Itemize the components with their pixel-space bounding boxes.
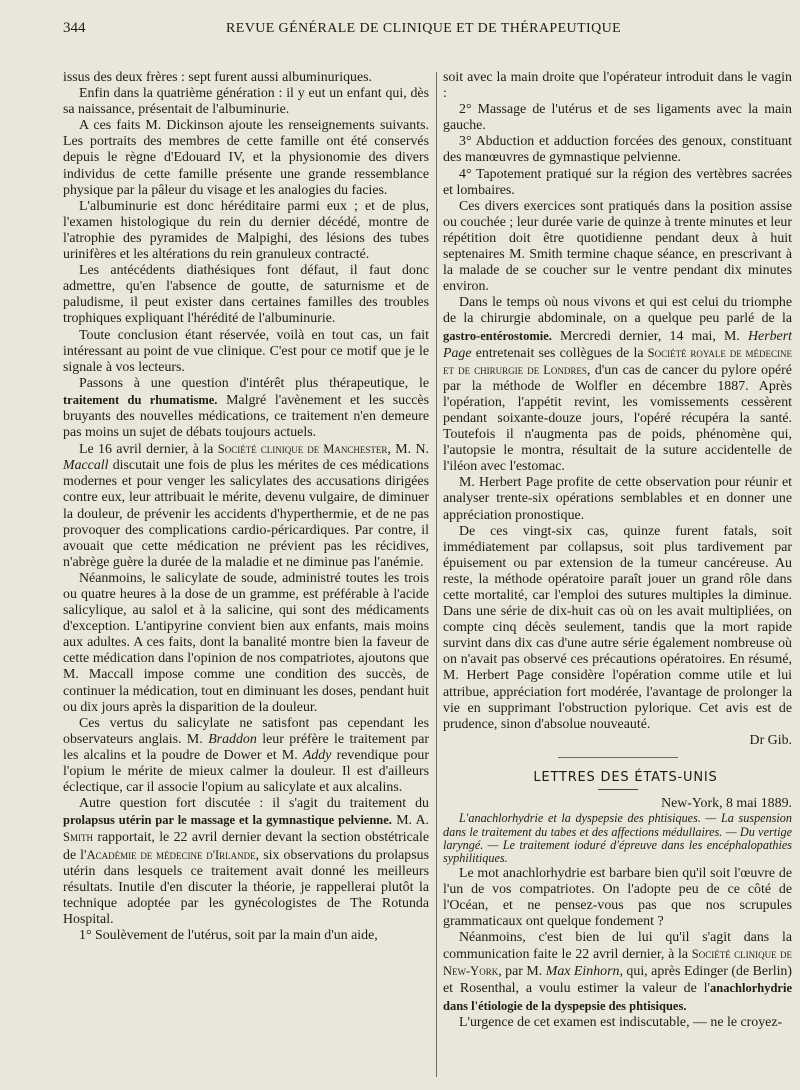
paragraph: 2° Massage de l'utérus et de ses ligaments avec la main gauche. [443, 102, 792, 134]
text: , qui, après Edinger (de Berlin) et Rosenthal, a voulu estimer la valeur de l' [443, 964, 793, 997]
text: , M. N. [387, 442, 429, 458]
right-column [443, 70, 792, 1031]
society-name: Société royale de médecine et de chirurgie de Londres [443, 345, 792, 377]
title-underline [598, 789, 638, 790]
society-name: Académie de médecine d'Irlande [86, 847, 256, 862]
paragraph: L'urgence de cet examen est indiscutable, — ne le croyez- [459, 1014, 783, 1030]
text: revendique pour l'opium le mérite de mieux calmer la douleur. Il est d'ailleurs éclectique, car il associe l'opium au salicylate et aux alcalins. [63, 747, 429, 796]
text: leur préfère le traitement par les alcalins et la poudre de Dower et M. [63, 731, 430, 763]
society-name: Société clinique de Manchester [217, 442, 388, 457]
text: Dans le temps où nous vivons et qui est celui du triomphe de la chirurgie abdominale, on a quelque peu parlé de la [443, 295, 792, 327]
signature: Dr Gib. [749, 732, 792, 748]
text: Ces vertus du salicylate ne satisfont pas cependant les observateurs anglais. M. [63, 715, 429, 747]
paragraph: 3° Abduction et adduction forcées des genoux, constituant des manœuvres de gymnastique pelvienne. [443, 134, 792, 166]
text: discutait une fois de plus les mérites de ces médications modernes et pour venger les salicylates des accusations dirigées contre eux, leur attribuait le mérite, devenu vulgaire, de diminuer la douleur, de prévenir les accidents d'hyperthermie, et de ne pas provoquer des complications cardio-péricardiques. Par contre, il avouait que cette médication ne prévient pas les récidives, n'abrège guère la durée de la maladie et ne diminue pas l'anémie. [63, 458, 429, 570]
paragraph: De ces vingt-six cas, quinze furent fatals, soit immédiatement par collapsus, soit plus tardivement par épuisement ou par extension de la tumeur cancéreuse. Au reste, la méthode opératoire paraît jouer un grand rôle dans cette mortalité, car l'emploi des sutures multiples la diminue. Dans une série de dix-huit cas où on les avait multipliées, on compte cinq décès seulement, tandis que la mort rapide survint dans dix cas d'une autre série également nombreuse où on n'avait pas observé ces précautions opératoires. En résumé, M. Herbert Page considère l'opération comme utile et lui attribue, appréciation fort modérée, l'avantage de prolonger la vie en supprimant l'obstruction pylorique. Cet avis est de prudence, sinon d'absolue nouveauté. [443, 523, 792, 732]
paragraph [63, 441, 429, 571]
paragraph: A ces faits M. Dickinson ajoute les renseignements suivants. Les portraits des membres de cette famille ont été conservés depuis le règne d'Edouard IV, et la physionomie des divers individus de cette famille présente une grande ressemblance physique par la pâleur du visage et les analogies du facies. [63, 118, 429, 198]
paragraph: M. Herbert Page profite de cette observation pour réunir et analyser trente-six opérations semblables et en donner une appréciation pronostique. [443, 475, 792, 523]
dateline: New-York, 8 mai 1889. [661, 796, 792, 812]
paragraph: L'albuminurie est donc héréditaire parmi eux ; et de plus, l'examen histologique du rein du dernier décédé, montre de l'atrophie des pyramides de Malpighi, des lésions des tubes urinifères et les altérations du rein granuleux contracté. [63, 198, 429, 263]
author-name: Maccall [63, 458, 109, 474]
text: , six observations du prolapsus utérin dans lesquels ce traitement avait donné les meilleurs résultats. Inutile d'en discuter la théorie, je rappellerai plutôt la technique adoptée par les gynécologistes de The Rotunda Hospital. [63, 847, 429, 927]
running-header [0, 0, 800, 46]
paragraph [443, 295, 792, 475]
author-name: Smith [63, 830, 93, 845]
paragraph: Toute conclusion étant réservée, voilà en tout cas, un fait intéressant au point de vue clinique. C'est pour ce motif que je le signale à vos lecteurs. [63, 327, 429, 375]
text: Autre question fort discutée : il s'agit du traitement du [79, 796, 429, 812]
text: entretenait ses collègues de la [475, 345, 644, 361]
text: rapportait, le 22 avril dernier devant la section obstétricale de l' [63, 830, 429, 863]
text: Le 16 avril dernier, à la [79, 442, 214, 458]
page-number: 344 [63, 20, 86, 36]
paragraph: 1° Soulèvement de l'utérus, soit par la main d'un aide, [79, 927, 378, 943]
text: Malgré l'avènement et les succès bruyants des nouvelles médications, ce traitement n'en demeure pas moins un sujet de débats toujours actuels. [63, 392, 429, 441]
bold-term: traitement du rhumatisme. [63, 392, 218, 407]
bold-term: prolapsus utérin par le massage et la gymnastique pelvienne. [63, 813, 392, 828]
paragraph: soit avec la main droite que l'opérateur introduit dans le vagin : [443, 70, 792, 102]
bold-term: gastro-entérostomie. [443, 328, 552, 343]
running-title: REVUE GÉNÉRALE DE CLINIQUE ET DE THÉRAPEUTIQUE [226, 21, 622, 36]
author-name: Addy [302, 747, 332, 763]
paragraph: issus des deux frères : sept furent aussi albuminuriques. [63, 70, 373, 85]
section-title: LETTRES DES ÉTATS-UNIS [533, 769, 718, 785]
bold-term: anachlorhydrie dans l'étiologie de la dyspepsie des phtisiques. [443, 981, 792, 1013]
paragraph: Enfin dans la quatrième génération : il y eut un enfant qui, dès sa naissance, présentait de l'albuminurie. [63, 86, 429, 118]
society-name: Société clinique de New-York [443, 947, 793, 979]
section-summary: L'anachlorhydrie et la dyspepsie des phtisiques. — La suspension dans le traitement du tabes et des affections médullaires. — Du vertige laryngé. — Le traitement ioduré d'épreuve dans les encéphalopathies syphilitiques. [443, 811, 792, 866]
left-column [63, 70, 429, 944]
text: Mercredi dernier, 14 mai, M. [560, 328, 740, 344]
author-name: Herbert Page [443, 328, 792, 361]
paragraph [443, 930, 792, 1014]
section-separator [558, 757, 678, 758]
author-name: Braddon [208, 731, 257, 747]
paragraph: 4° Tapotement pratiqué sur la région des vertèbres sacrées et lombaires. [443, 166, 792, 198]
text: Passons à une question d'intérêt plus thérapeutique, le [79, 375, 429, 391]
text: M. A. [396, 813, 429, 829]
paragraph: Le mot anachlorhydrie est barbare bien qu'il soit l'œuvre de l'un de vos compatriotes. On l'adopte peu de ce côté de l'Océan, et ne pensez-vous pas que nos scrupules grammaticaux ont quelque fondement ? [443, 865, 792, 930]
paragraph: Ces divers exercices sont pratiqués dans la position assise ou couchée ; leur durée varie de quinze à trente minutes et leur répétition doit être quotidienne pendant deux à huit septenaires M. Smith termine chaque séance, en prescrivant à la malade de se coucher sur le ventre pendant dix minutes environ. [443, 198, 792, 295]
paragraph: Néanmoins, le salicylate de soude, administré toutes les trois ou quatre heures à la dose de un gramme, est préférable à l'acide salicylique, au salol et à la salicine, qui sont des médicaments d'exception. L'antipyrine convient bien aux enfants, mais moins aux adultes. A ces faits, dont la banalité montre bien la faveur de cette médication dans l'opinion de nos compatriotes, ajoutons que M. Maccall impose comme une condition des succès, de continuer la médication, tout en diminuant les doses, pendant huit ou dix jours après la disparition de la douleur. [63, 570, 429, 715]
paragraph [63, 716, 429, 796]
text: Néanmoins, c'est bien de lui qu'il s'agit dans la communication faite le 22 avril dernier, à la [443, 930, 792, 963]
paragraph [63, 796, 429, 928]
author-name: Max Einhorn [545, 964, 620, 980]
paragraph: Les antécédents diathésiques font défaut, il faut donc admettre, qu'en l'absence de goutte, de saturnisme et de paludisme, il peut exister dans certaines familles des troubles trophiques expliquant l'hérédité de l'albuminurie. [63, 263, 429, 327]
column-divider [436, 72, 437, 1077]
text: , d'un cas de cancer du pylore opéré par la méthode de Wolfler en décembre 1887. Après l'opération, l'appétit revint, les vomissements cessèrent pendant soixante-douze jours, l'opéré récupéra la santé. Toutefois il n'augmenta pas de poids, phénomène qui, l'autopsie le montra, résultait de la suture accidentelle de l'iléon avec l'estomac. [443, 362, 792, 475]
paragraph [63, 376, 429, 441]
text: , par M. [498, 964, 543, 980]
